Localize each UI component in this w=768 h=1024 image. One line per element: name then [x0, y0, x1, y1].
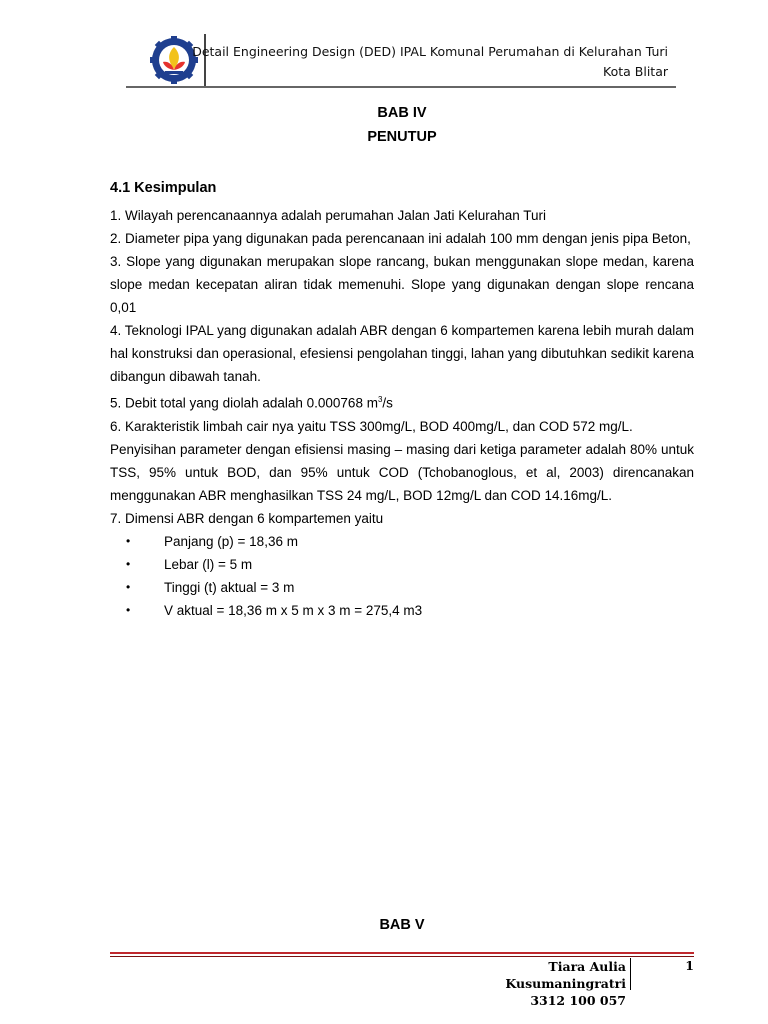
removal-efficiency-paragraph: Penyisihan parameter dengan efisiensi masing – masing dari ketiga parameter adalah 80% untuk TSS, 95% untuk BOD, dan 95% untuk COD (Tchobanoglous, et al, 2003) direncanakan menggunakan ABR menghasilkan TSS 24 mg/L, BOD 12mg/L dan COD 14.16mg/L.: [110, 441, 694, 503]
conclusion-item-2: 2. Diameter pipa yang digunakan pada perencanaan ini adalah 100 mm dengan jenis pipa Beton,: [110, 231, 691, 246]
footer-rule-thin: [110, 956, 694, 957]
debit-unit-exponent: 3: [377, 395, 383, 404]
debit-text: 5. Debit total yang diolah adalah 0.000768 m: [110, 395, 378, 411]
page-number: 1: [685, 958, 694, 973]
dimension-bullet: [110, 576, 694, 599]
next-chapter-heading: BAB V: [379, 917, 425, 933]
footer-rule: [110, 952, 694, 954]
bullet-marker: •: [126, 556, 131, 571]
dimension-bullet: [110, 553, 694, 576]
header-line-2: Kota Blitar: [603, 64, 668, 79]
conclusion-item-1: 1. Wilayah perencanaannya adalah perumahan Jalan Jati Kelurahan Turi: [110, 208, 547, 223]
chapter-title: PENUTUP: [367, 129, 437, 145]
running-header: [188, 42, 668, 82]
header-line-1: Detail Engineering Design (DED) IPAL Komunal Perumahan di Kelurahan Turi: [192, 44, 668, 59]
conclusion-item-6: 6. Karakteristik limbah cair nya yaitu TSS 300mg/L, BOD 400mg/L, dan COD 572 mg/L.: [110, 418, 633, 434]
conclusion-item-5: [110, 388, 694, 415]
conclusion-item-7: 7. Dimensi ABR dengan 6 kompartemen yaitu: [110, 510, 384, 526]
header-rule: [126, 86, 676, 88]
dimension-bullet: [110, 599, 694, 622]
bullet-text: Tinggi (t) aktual = 3 m: [164, 579, 295, 595]
student-id: 3312 100 057: [530, 993, 626, 1008]
conclusion-item-3: 3. Slope yang digunakan merupakan slope rancang, bukan menggunakan slope medan, karena slope medan kecepatan aliran tidak memenuhi. Slope yang digunakan dengan slope rencana 0,01: [110, 254, 694, 315]
bullet-marker: •: [126, 602, 131, 617]
bullet-marker: •: [126, 533, 131, 548]
conclusion-item-4: 4. Teknologi IPAL yang digunakan adalah ABR dengan 6 kompartemen karena lebih murah dalam hal konstruksi dan operasional, efesiensi pengolahan tinggi, lahan yang dibutuhkan sedikit karena dibangun dibawah tanah.: [110, 323, 694, 384]
bullet-text: V aktual = 18,36 m x 5 m x 3 m = 275,4 m3: [164, 602, 423, 618]
section-heading: 4.1 Kesimpulan: [110, 180, 217, 196]
debit-unit-suffix: /s: [382, 395, 393, 411]
footer-divider: [630, 958, 631, 990]
footer-author-block: [430, 958, 626, 1009]
bullet-text: Lebar (l) = 5 m: [164, 556, 253, 572]
author-name: Tiara Aulia Kusumaningratri: [505, 959, 626, 991]
conclusion-body: [110, 204, 694, 622]
dimension-bullet: [110, 530, 694, 553]
chapter-number: BAB IV: [377, 105, 427, 121]
bullet-text: Panjang (p) = 18,36 m: [164, 533, 298, 549]
bullet-marker: •: [126, 579, 131, 594]
